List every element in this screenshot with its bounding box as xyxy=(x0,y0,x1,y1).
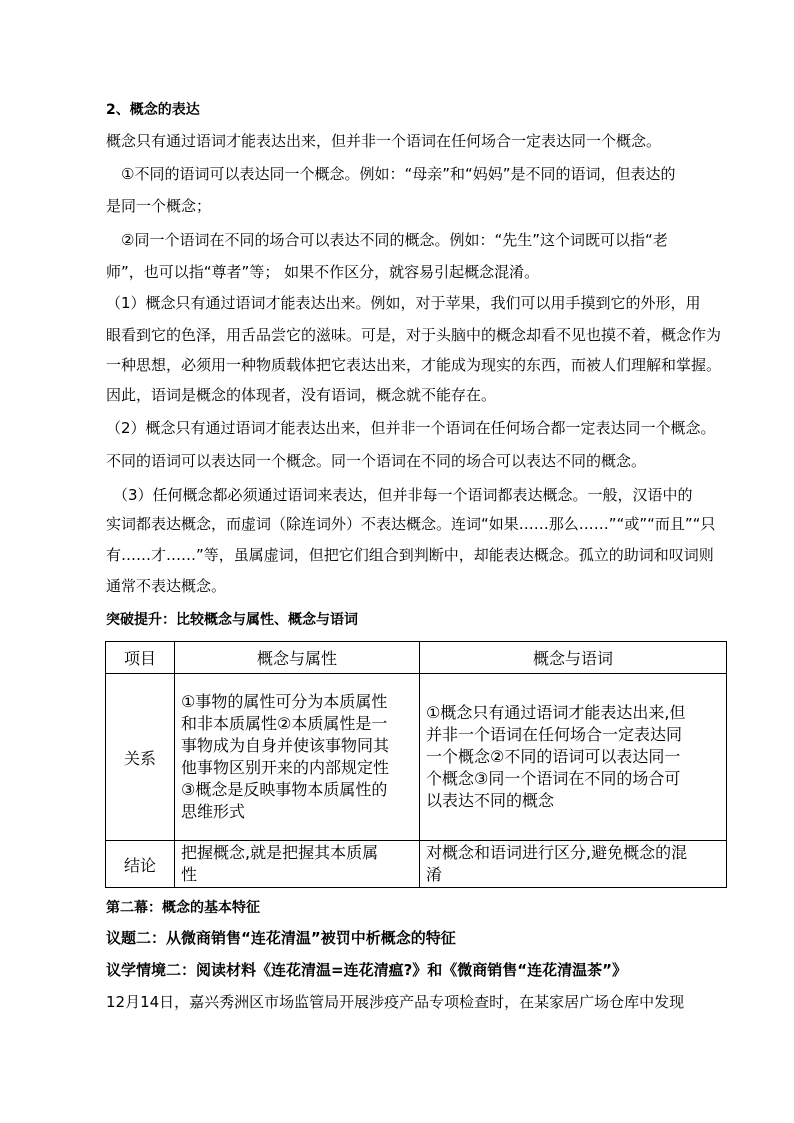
section-title: 2、概念的表达 xyxy=(106,102,200,118)
table-header-cell: 概念与语词 xyxy=(420,642,727,674)
row-label: 结论 xyxy=(106,841,175,888)
paragraph-line: 实词都表达概念，而虚词（除连词外）不表达概念。连词“如果……那么……”“或”“而且”“只 xyxy=(106,515,716,533)
paragraph-line: 有……才……”等，虽属虚词，但把它们组合到判断中，却能表达概念。孤立的助词和叹词则 xyxy=(106,546,714,564)
paragraph-line: 通常不表达概念。 xyxy=(106,577,227,595)
paragraph-line: ②同一个语词在不同的场合可以表达不同的概念。例如：“先生”这个词既可以指“老 xyxy=(121,231,668,249)
paragraph-line: （2）概念只有通过语词才能表达出来，但并非一个语词在任何场合都一定表达同一个概念。 xyxy=(106,419,716,437)
table-row xyxy=(106,841,727,888)
table-cell xyxy=(420,674,727,841)
cell-line: 一个概念②不同的语词可以表达同一 xyxy=(426,747,681,766)
cell-line: 他事物区别开来的内部规定性 xyxy=(181,758,390,777)
cell-line: 淆 xyxy=(426,865,443,884)
comparison-table xyxy=(105,641,727,888)
paragraph-line: 师”，也可以指“尊者”等； 如果不作区分，就容易引起概念混淆。 xyxy=(106,263,540,281)
cell-line: ①事物的属性可分为本质属性 xyxy=(181,692,388,711)
topic-heading: 议题二：从微商销售“连花清温”被罚中析概念的特征 xyxy=(106,929,456,947)
paragraph-line: 是同一个概念； xyxy=(106,197,212,215)
situation-heading: 议学情境二：阅读材料《连花清温=连花清瘟?》和《微商销售“连花清温茶”》 xyxy=(106,961,627,979)
cell-line: 以表达不同的概念 xyxy=(426,791,555,810)
cell-line: 和非本质属性②本质属性是一 xyxy=(181,714,388,733)
table-cell xyxy=(175,841,420,888)
cell-line: 事物成为自身并使该事物同其 xyxy=(181,736,390,755)
table-cell xyxy=(420,841,727,888)
table-header-cell: 项目 xyxy=(106,642,175,674)
row-label: 关系 xyxy=(106,674,175,841)
paragraph-line: （3）任何概念都必须通过语词来表达，但并非每一个语词都表达概念。一般，汉语中的 xyxy=(113,486,693,504)
table-header-cell: 概念与属性 xyxy=(175,642,420,674)
paragraph-line: （1）概念只有通过语词才能表达出来。例如，对于苹果，我们可以用手摸到它的外形，用 xyxy=(106,294,701,312)
table-cell xyxy=(175,674,420,841)
paragraph-line: ①不同的语词可以表达同一个概念。例如：“母亲”和“妈妈”是不同的语词，但表达的 xyxy=(121,165,676,183)
cell-line: ③概念是反映事物本质属性的 xyxy=(181,780,388,799)
paragraph-line: 概念只有通过语词才能表达出来，但并非一个语词在任何场合一定表达同一个概念。 xyxy=(106,132,662,150)
cell-line: ①概念只有通过语词才能表达出来,但 xyxy=(426,703,686,722)
paragraph-line: 因此，语词是概念的体现者，没有语词，概念就不能存在。 xyxy=(106,386,497,404)
paragraph-line: 12月14日，嘉兴秀洲区市场监管局开展涉疫产品专项检查时，在某家居广场仓库中发现 xyxy=(106,993,685,1011)
paragraph-line: 眼看到它的色泽，用舌品尝它的滋味。可是，对于头脑中的概念却看不见也摸不着，概念作为 xyxy=(106,326,722,344)
paragraph-line: 一种思想，必须用一种物质载体把它表达出来，才能成为现实的东西，而被人们理解和掌握。 xyxy=(106,356,722,374)
scene-heading: 第二幕：概念的基本特征 xyxy=(106,900,260,916)
cell-line: 对概念和语词进行区分,避免概念的混 xyxy=(426,843,688,862)
cell-line: 把握概念,就是把握其本质属 xyxy=(181,843,379,862)
paragraph-line: 不同的语词可以表达同一个概念。同一个语词在不同的场合可以表达不同的概念。 xyxy=(106,452,647,470)
table-header-row xyxy=(106,642,727,674)
cell-line: 个概念③同一个语词在不同的场合可 xyxy=(426,769,681,788)
breakthrough-heading: 突破提升：比较概念与属性、概念与语词 xyxy=(106,612,358,628)
cell-line: 思维形式 xyxy=(181,802,246,821)
table-row xyxy=(106,674,727,841)
cell-line: 并非一个语词在任何场合一定表达同 xyxy=(426,725,683,744)
cell-line: 性 xyxy=(181,865,198,884)
